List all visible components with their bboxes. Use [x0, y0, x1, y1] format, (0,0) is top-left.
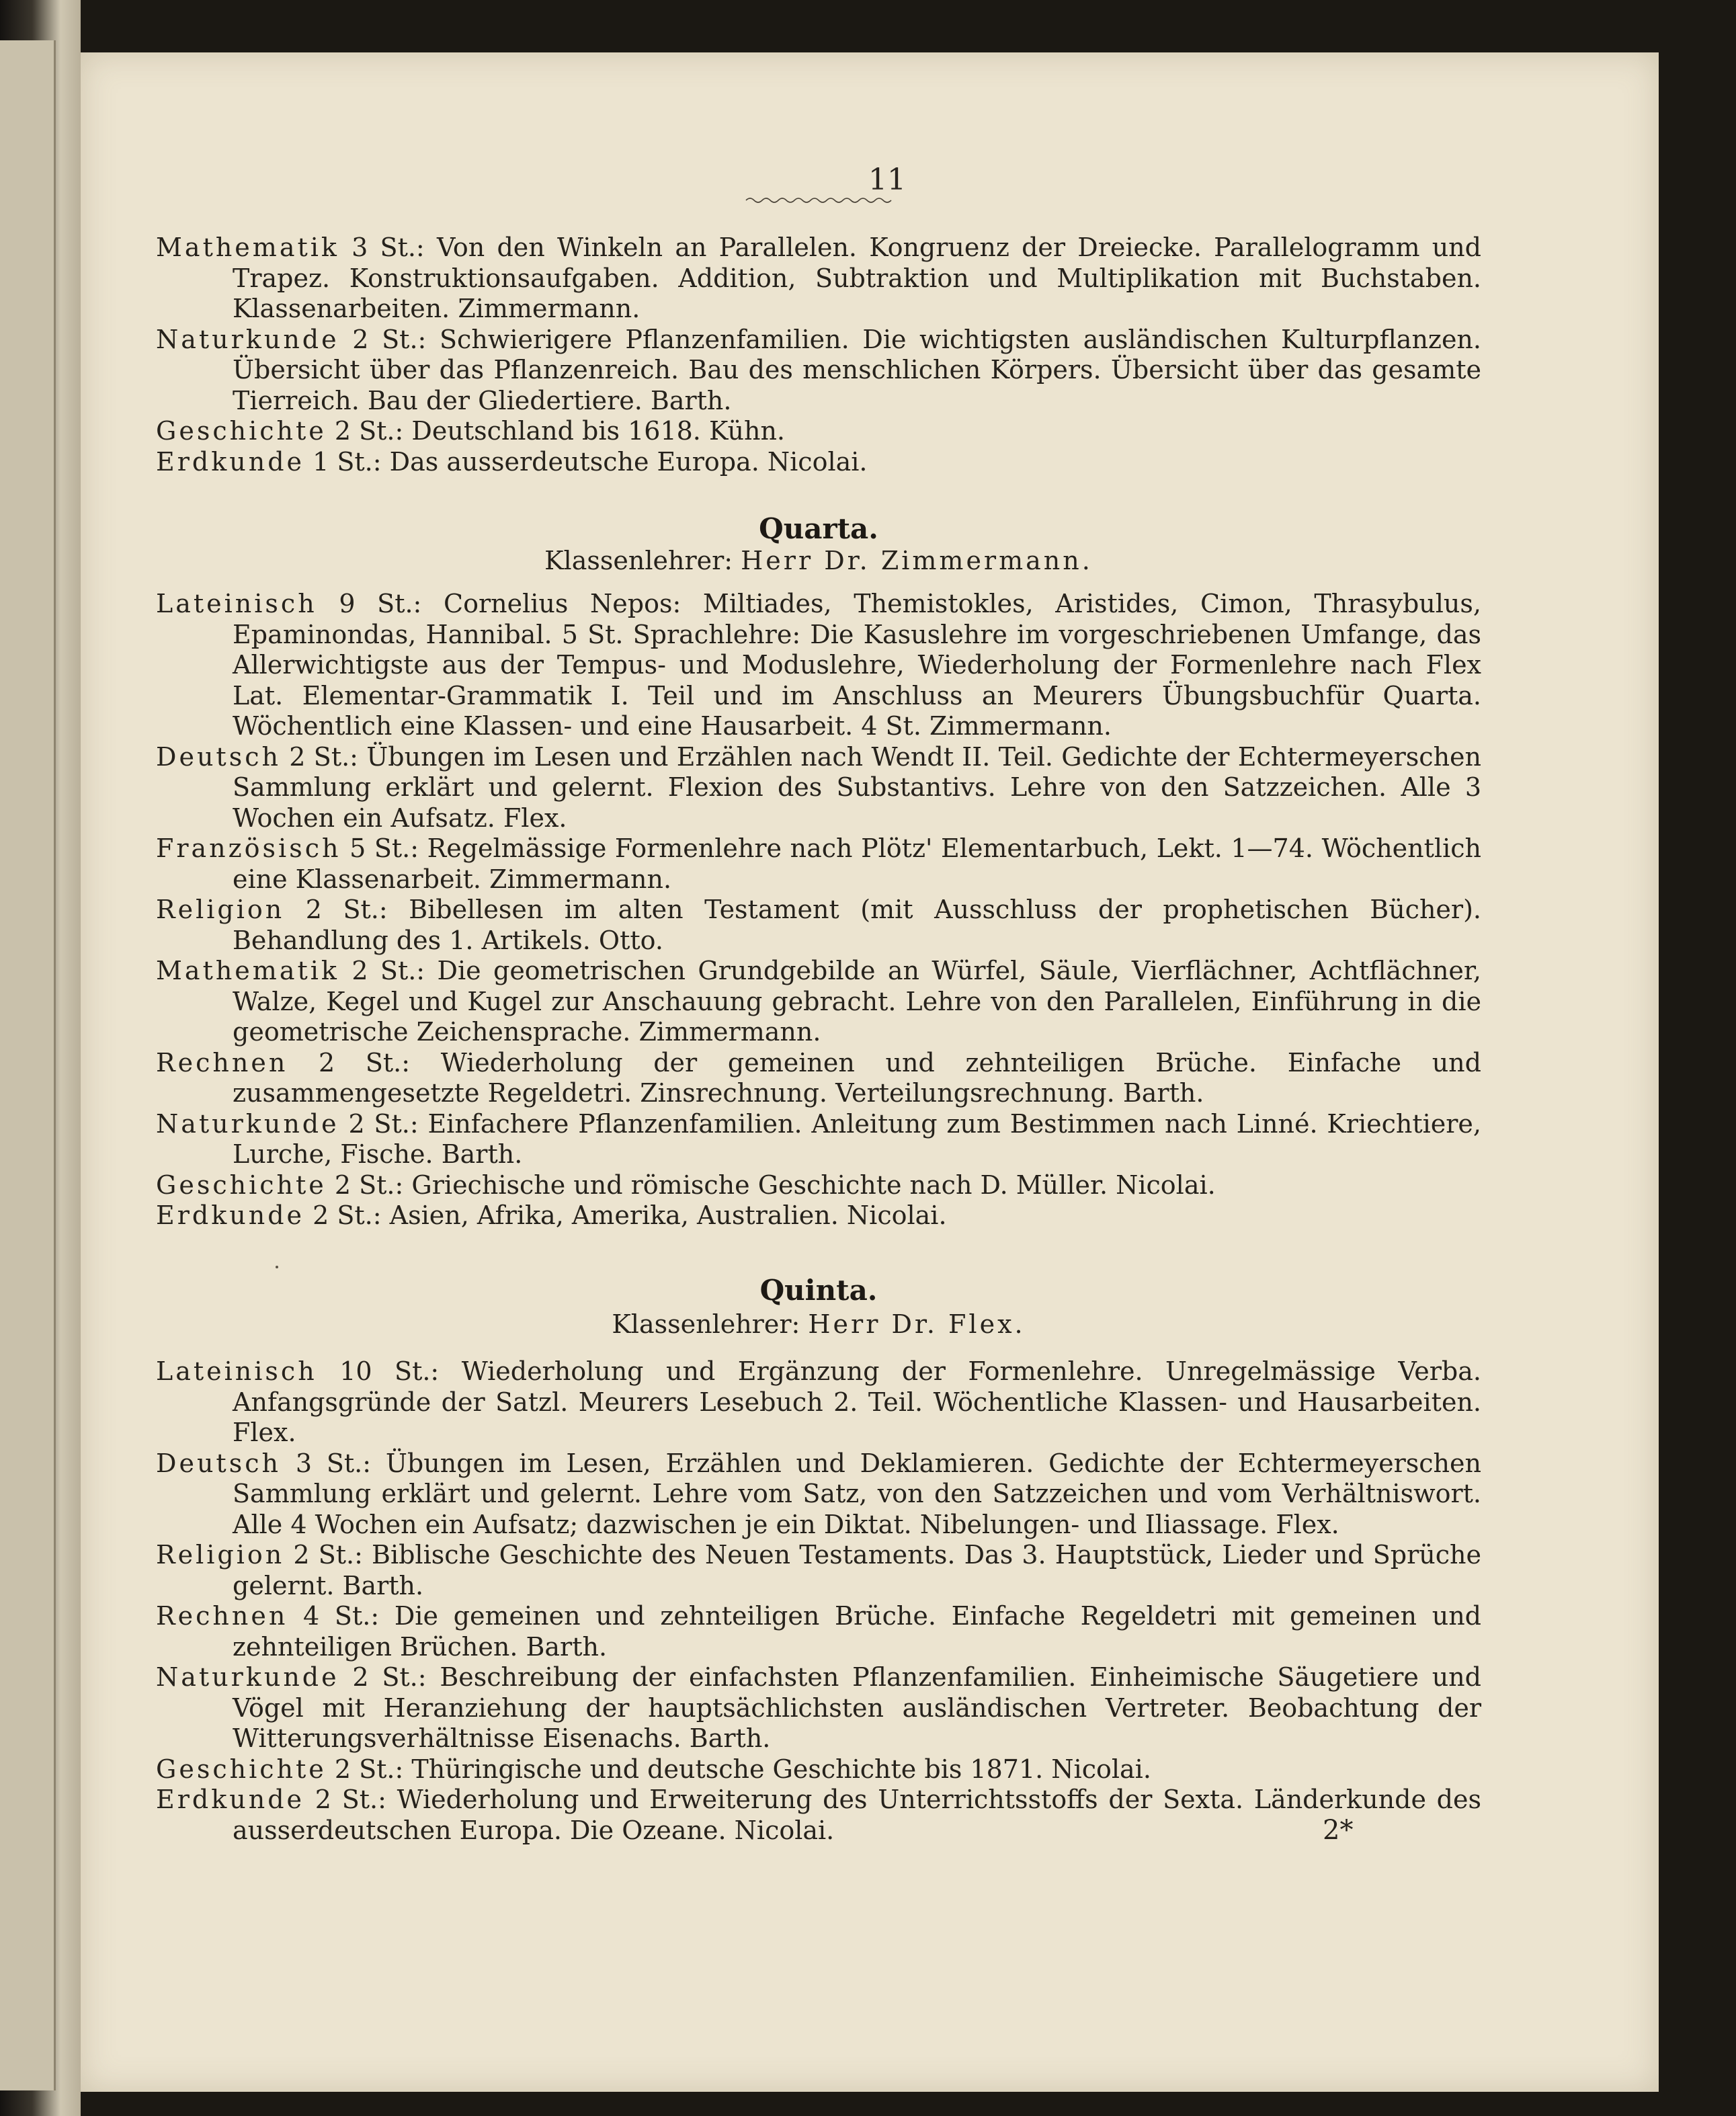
subject-name: Deutsch — [156, 741, 281, 772]
subject-text: 5 St.: Regelmässige Formenlehre nach Plötz' Elementarbuch, Lekt. 1—74. Wöchentlich eine Klassenarbeit. Zimmermann. — [233, 833, 1481, 894]
subject-entry — [156, 956, 1481, 1048]
section-title-quinta: Quinta. — [759, 1274, 878, 1307]
subject-name: Erdkunde — [156, 446, 305, 477]
subject-entry — [156, 1356, 1481, 1449]
subject-entry — [156, 589, 1481, 742]
subject-name: Erdkunde — [156, 1201, 305, 1230]
subject-text: 2 St.: Übungen im Lesen und Erzählen nach Wendt II. Teil. Gedichte der Echtermeyerschen Sammlung erklärt und gelernt. Flexion des Substantivs. Lehre von den Satzzeichen. Alle 3 Wochen ein Aufsatz. Flex. — [233, 741, 1481, 833]
subject-entry — [156, 833, 1481, 895]
class-teacher-line — [156, 546, 1481, 575]
subject-name: Geschichte — [156, 1170, 327, 1200]
subject-name: Lateinisch — [156, 1356, 317, 1386]
section-quarta — [156, 589, 1481, 1231]
subject-entry — [156, 1754, 1481, 1785]
subject-text: 2 St.: Griechische und römische Geschichte nach D. Müller. Nicolai. — [334, 1170, 1216, 1200]
subject-entry — [156, 1048, 1481, 1109]
subject-text: 2 St.: Deutschland bis 1618. Kühn. — [334, 416, 786, 446]
subject-name: Naturkunde — [156, 1108, 339, 1139]
subject-entry — [156, 1785, 1481, 1846]
subject-text: 4 St.: Die gemeinen und zehnteiligen Brüche. Einfache Regeldetri mit gemeinen und zehnteiligen Brüchen. Barth. — [233, 1601, 1481, 1662]
signature-mark: 2* — [1323, 1815, 1354, 1846]
subject-name: Erdkunde — [156, 1785, 305, 1814]
subject-entry — [156, 1109, 1481, 1170]
subject-text: 2 St.: Schwierigere Pflanzenfamilien. Die wichtigsten ausländischen Kulturpflanzen. Übersicht über das Pflanzenreich. Bau des menschlichen Körpers. Übersicht über das gesamte Tierreich. Bau der Gliedertiere. Barth. — [233, 324, 1481, 415]
subject-text: 2 St.: Wiederholung der gemeinen und zehnteiligen Brüche. Einfache und zusammengesetzte Regeldetri. Zinsrechnung. Verteilungsrechnung. Barth. — [233, 1047, 1481, 1108]
subject-name: Mathematik — [156, 233, 339, 262]
subject-entry — [156, 447, 1481, 478]
subject-name: Naturkunde — [156, 324, 339, 354]
subject-name: Rechnen — [156, 1047, 288, 1077]
subject-name: Religion — [156, 1540, 285, 1570]
subject-entry — [156, 1201, 1481, 1231]
subject-text: 2 St.: Biblische Geschichte des Neuen Testaments. Das 3. Hauptstück, Lieder und Sprüche gelernt. Barth. — [233, 1540, 1481, 1600]
subject-text: 2 St.: Beschreibung der einfachsten Pflanzenfamilien. Einheimische Säugetiere und Vögel mit Heranziehung der hauptsächlichsten ausländischen Vertreter. Beobachtung der Witterungsverhältnisse Eisenachs. Barth. — [233, 1662, 1481, 1753]
teacher-label: Klassenlehrer: — [612, 1309, 800, 1339]
page-number: 11 — [868, 163, 906, 197]
subject-text: 10 St.: Wiederholung und Ergänzung der Formenlehre. Unregelmässige Verba. Anfangsgründe der Satzl. Meurers Lesebuch 2. Teil. Wöchentliche Klassen- und Hausarbeiten. Flex. — [233, 1356, 1481, 1447]
section-title-quarta: Quarta. — [759, 512, 878, 545]
subject-entry — [156, 1601, 1481, 1662]
subject-text: 2 St.: Wiederholung und Erweiterung des Unterrichtsstoffs der Sexta. Länderkunde des ausserdeutschen Europa. Die Ozeane. Nicolai. — [233, 1785, 1481, 1845]
subject-text: 2 St.: Die geometrischen Grundgebilde an Würfel, Säule, Vierflächner, Achtflächner, Walze, Kegel und Kugel zur Anschauung gebracht. Lehre von den Parallelen, Einführung in die geometrische Zeichensprache. Zimmermann. — [233, 956, 1481, 1047]
subject-entry — [156, 1662, 1481, 1754]
subject-entry — [156, 325, 1481, 417]
subject-name: Lateinisch — [156, 589, 317, 618]
paper-speck — [276, 1266, 278, 1268]
subject-text: 2 St.: Einfachere Pflanzenfamilien. Anleitung zum Bestimmen nach Linné. Kriechtiere, Lurche, Fische. Barth. — [233, 1108, 1481, 1169]
section-quinta — [156, 1356, 1481, 1846]
teacher-name: Herr Dr. Flex. — [808, 1309, 1026, 1339]
subject-entry — [156, 1170, 1481, 1201]
subject-name: Geschichte — [156, 1754, 327, 1784]
subject-text: 3 St.: Übungen im Lesen, Erzählen und Deklamieren. Gedichte der Echtermeyerschen Sammlung erklärt und gelernt. Lehre vom Satz, von den Satzzeichen und vom Verhältniswort. Alle 4 Wochen ein Aufsatz; dazwischen je ein Diktat. Nibelungen- und Iliassage. Flex. — [233, 1448, 1481, 1539]
subject-text: 2 St.: Bibellesen im alten Testament (mit Ausschluss der prophetischen Bücher). Behandlung des 1. Artikels. Otto. — [233, 895, 1481, 955]
class-teacher-line — [156, 1309, 1481, 1339]
teacher-label: Klassenlehrer: — [544, 546, 733, 575]
section-continuation — [156, 233, 1481, 477]
subject-name: Naturkunde — [156, 1662, 339, 1692]
subject-entry — [156, 895, 1481, 956]
subject-name: Geschichte — [156, 416, 327, 446]
subject-entry — [156, 1449, 1481, 1541]
subject-name: Rechnen — [156, 1601, 288, 1631]
subject-entry — [156, 416, 1481, 447]
subject-text: 2 St.: Thüringische und deutsche Geschichte bis 1871. Nicolai. — [334, 1754, 1151, 1784]
ornament-rule — [745, 191, 893, 207]
previous-page-edge — [0, 40, 56, 2090]
subject-name: Französisch — [156, 833, 341, 863]
teacher-name: Herr Dr. Zimmermann. — [741, 546, 1093, 575]
subject-entry — [156, 233, 1481, 325]
subject-entry — [156, 1540, 1481, 1601]
subject-text: 3 St.: Von den Winkeln an Parallelen. Kongruenz der Dreiecke. Parallelogramm und Trapez. Konstruktionsaufgaben. Addition, Subtraktion und Multiplikation mit Buchstaben. Klassenarbeiten. Zimmermann. — [233, 233, 1481, 323]
subject-text: 9 St.: Cornelius Nepos: Miltiades, Themistokles, Aristides, Cimon, Thrasybulus, Epaminondas, Hannibal. 5 St. Sprachlehre: Die Kasuslehre im vorgeschriebenen Umfange, das Allerwichtigste aus der Tempus- und Moduslehre, Wiederholung der Formenlehre nach Flex Lat. Elementar-Grammatik I. Teil und im Anschluss an Meurers Übungsbuchfür Quarta. Wöchentlich eine Klassen- und eine Hausarbeit. 4 St. Zimmermann. — [233, 589, 1481, 741]
subject-text: 2 St.: Asien, Afrika, Amerika, Australien. Nicolai. — [313, 1201, 947, 1230]
subject-name: Deutsch — [156, 1448, 281, 1478]
subject-name: Religion — [156, 895, 285, 924]
subject-text: 1 St.: Das ausserdeutsche Europa. Nicolai. — [313, 446, 868, 477]
subject-entry — [156, 742, 1481, 834]
subject-name: Mathematik — [156, 956, 339, 985]
